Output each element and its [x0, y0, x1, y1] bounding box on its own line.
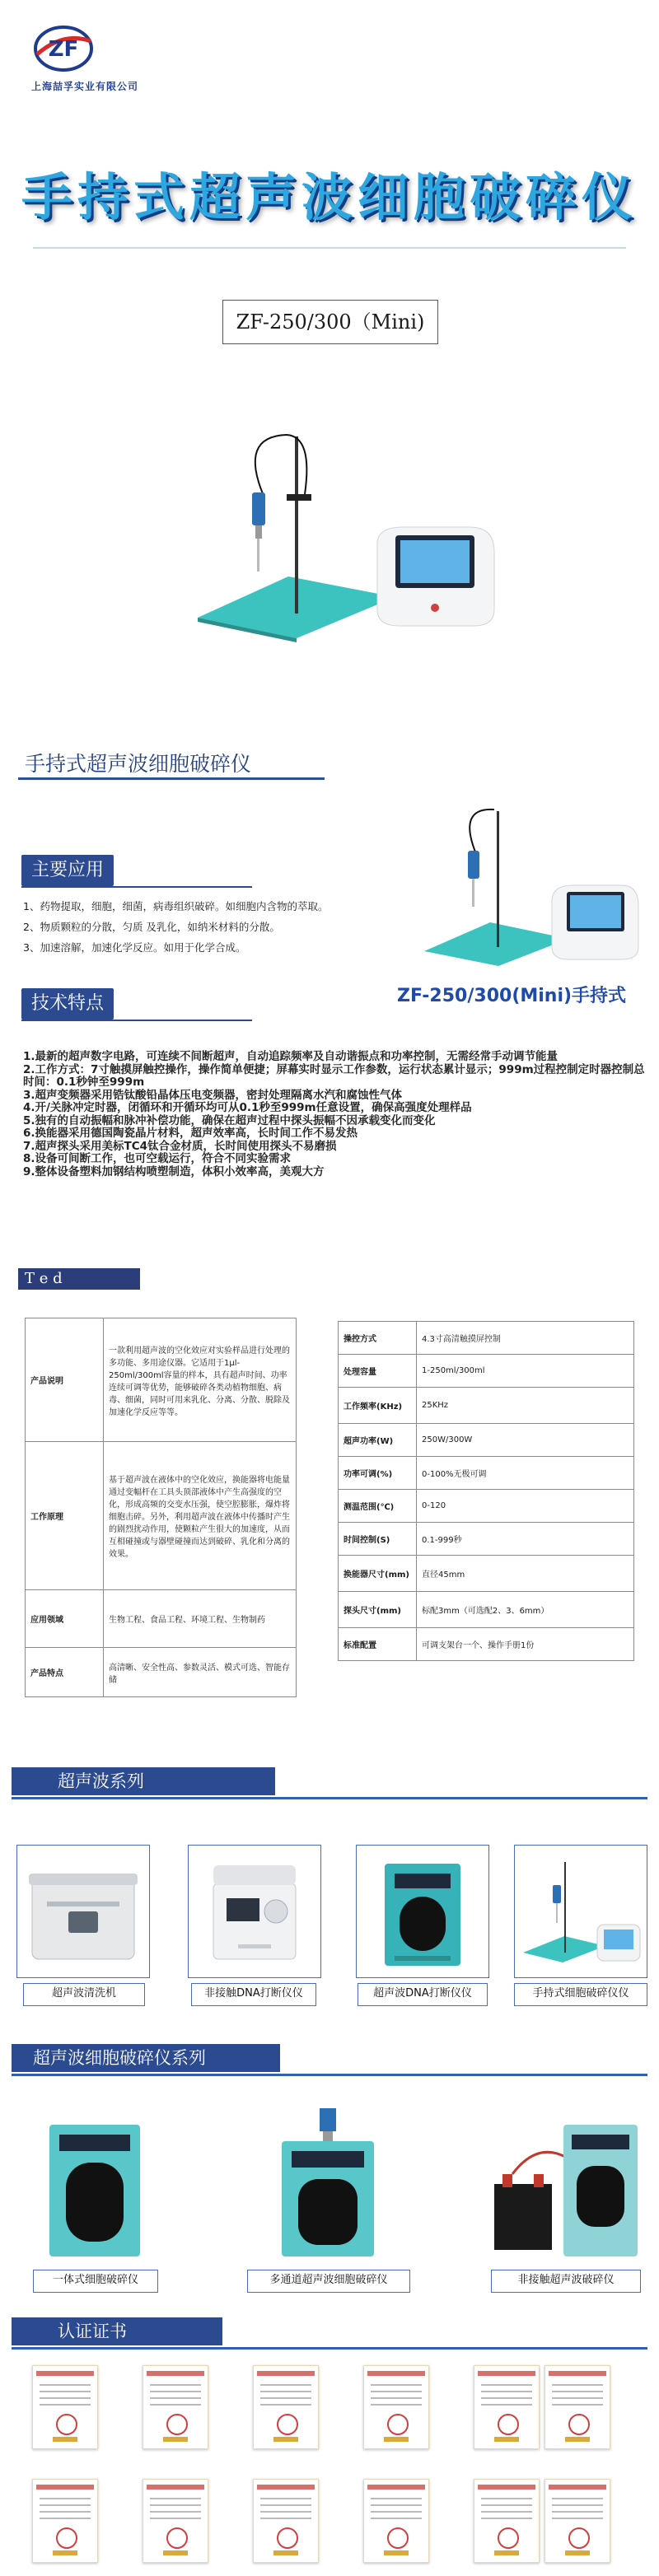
- table-row: [339, 1556, 634, 1592]
- spec-value: 4.3寸高清触摸屏控制: [417, 1322, 634, 1355]
- spec-key: 超声功率(W): [339, 1424, 417, 1457]
- feature-item: 2.工作方式：7寸触摸屏触控操作，操作简单便捷；屏幕实时显示工作参数，运行状态累计显示；999m过程控制定时器控制总时间：0.1秒钟至999m: [23, 1062, 645, 1089]
- product-card: [514, 1845, 647, 1978]
- company-logo: [33, 25, 94, 72]
- feature-item: 6.换能器采用德国陶瓷晶片材料，超声效率高，长时间工作不易发热: [23, 1127, 358, 1140]
- feature-item: 1.最新的超声数字电路，可连续不间断超声，自动追踪频率及自动谐振点和功率控制，无需经常手动调节能量: [23, 1050, 559, 1063]
- spec-key: 标准配置: [339, 1628, 417, 1661]
- product-card: [33, 2116, 157, 2265]
- feature-item: 7.超声探头采用美标TC4钛合金材质，长时间使用探头不易磨损: [23, 1139, 337, 1153]
- series1-rule: [12, 1797, 647, 1799]
- product-subtitle: 手持式超声波细胞破碎仪: [25, 752, 252, 776]
- product-caption: 非接触DNA打断仪仪: [191, 1983, 316, 2006]
- spec-key: 探头尺寸(mm): [339, 1592, 417, 1628]
- application-item: 2、物质颗粒的分散，匀质 及乳化，如纳米材料的分散。: [23, 921, 280, 933]
- table-row: [339, 1628, 634, 1661]
- certificate-image: [544, 2365, 610, 2449]
- page-title: 手持式超声波细胞破碎仪: [21, 167, 638, 227]
- applications-heading: 主要应用: [21, 855, 114, 886]
- table-row: [339, 1523, 634, 1556]
- product-caption: 多通道超声波细胞破碎仪: [247, 2270, 410, 2293]
- multichannel-disruptor-image: [262, 2108, 394, 2265]
- certificate-image: [32, 2479, 98, 2563]
- spec-value: 高清晰、安全性高、参数灵活、模式可选、智能存储: [104, 1648, 297, 1697]
- integrated-disruptor-image: [33, 2116, 157, 2265]
- subtitle-underline: [18, 777, 325, 780]
- spec-key: 操控方式: [339, 1322, 417, 1355]
- company-name: 上海喆孚实业有限公司: [31, 81, 139, 92]
- features-heading: 技术特点: [21, 988, 114, 1020]
- feature-item: 5.独有的自动振幅和脉冲补偿功能，确保在超声过程中探头振幅不因承载变化而变化: [23, 1113, 436, 1127]
- model-label: ZF-250/300（Mini): [222, 300, 438, 344]
- feature-item: 9.整体设备塑料加钢结构喷塑制造，体积小效率高，美观大方: [23, 1164, 325, 1178]
- features-rule: [21, 1020, 252, 1021]
- certificate-image: [253, 2365, 319, 2449]
- spec-value: 一款利用超声波的空化效应对实验样品进行处理的多功能、多用途仪器。它适用于1μl-250ml/300ml容量的样本，具有超声时间、功率连续可调等优势，能够破碎各类动植物细胞、病毒、细菌，同时可用来乳化、分离、分散、脱除及加速化学反应等等。: [104, 1318, 297, 1442]
- product-card: [16, 1845, 150, 1978]
- certificate-image: [143, 2365, 208, 2449]
- series1-heading: 超声波系列: [12, 1767, 275, 1795]
- product-card: [356, 1845, 489, 1978]
- certificate-image: [474, 2479, 540, 2563]
- spec-value: 0.1-999秒: [417, 1523, 634, 1556]
- certificate-image: [32, 2365, 98, 2449]
- table-row: [339, 1355, 634, 1388]
- series2-heading: 超声波细胞破碎仪系列: [12, 2044, 280, 2072]
- spec-key: 工作原理: [26, 1442, 104, 1590]
- features-list: [23, 1051, 649, 1178]
- handheld-disruptor-image: [515, 1846, 647, 1977]
- spec-key: 处理容量: [339, 1355, 417, 1388]
- product-card: [488, 2108, 644, 2265]
- table-row: [26, 1442, 297, 1590]
- spec-table-right: [338, 1321, 634, 1661]
- application-item: 1、药物提取，细胞，细菌，病毒组织破碎。如细胞内含物的萃取。: [23, 900, 329, 912]
- product-caption: 非接触超声波破碎仪: [491, 2270, 641, 2293]
- spec-key: 时间控制(S): [339, 1523, 417, 1556]
- spec-value: 标配3mm（可选配2、3、6mm）: [417, 1592, 634, 1628]
- ultrasonic-cleaner-image: [17, 1846, 149, 1977]
- noncontact-disruptor-image: [488, 2108, 644, 2265]
- table-row: [339, 1424, 634, 1457]
- product-caption: 一体式细胞破碎仪: [33, 2270, 158, 2293]
- feature-item: 3.超声变频器采用锆钛酸铅晶体压电变频器，密封处理隔离水汽和腐蚀性气体: [23, 1088, 403, 1102]
- spec-value: 0-120: [417, 1490, 634, 1523]
- certificate-image: [544, 2479, 610, 2563]
- spec-value: 直径45mm: [417, 1556, 634, 1592]
- spec-key: 测温范围(℃): [339, 1490, 417, 1523]
- spec-key: 功率可调(%): [339, 1457, 417, 1490]
- spec-heading: T e d: [18, 1268, 140, 1290]
- certificate-image: [474, 2365, 540, 2449]
- spec-value: 基于超声波在液体中的空化效应，换能器将电能量通过变幅杆在工具头顶部液体中产生高强度的空化，形成高频的交变水压强，使空腔膨胀，爆炸将细胞击碎。另外，利用超声波在液体中传播时产生的剧烈扰动作用，使颗粒产生很大的加速度，从而互相碰撞或与器壁碰撞而达到破碎、乳化和分离的效果。: [104, 1442, 297, 1590]
- feature-item: 4.开/关脉冲定时器，闭循环和开循环均可从0.1秒至999m任意设置，确保高强度处理样品: [23, 1101, 472, 1114]
- table-row: [26, 1590, 297, 1648]
- certificate-image: [143, 2479, 208, 2563]
- table-row: [339, 1592, 634, 1628]
- product-caption: 超声波DNA打断仪仪: [358, 1983, 488, 2006]
- dna-shearer-image: [189, 1846, 320, 1977]
- spec-key: 换能器尺寸(mm): [339, 1556, 417, 1592]
- table-row: [26, 1318, 297, 1442]
- table-row: [339, 1322, 634, 1355]
- hero-product-image: [189, 420, 502, 642]
- spec-value: 250W/300W: [417, 1424, 634, 1457]
- side-product-image: [420, 803, 643, 968]
- spec-key: 工作频率(KHz): [339, 1388, 417, 1424]
- spec-key: 产品特点: [26, 1648, 104, 1697]
- spec-value: 生物工程、食品工程、环境工程、生物制药: [104, 1590, 297, 1648]
- title-divider: [33, 247, 626, 249]
- svg-text:ZF: ZF: [48, 37, 79, 62]
- product-card: [188, 1845, 321, 1978]
- table-row: [339, 1490, 634, 1523]
- product-caption: 手持式细胞破碎仪仪: [514, 1983, 647, 2006]
- table-row: [26, 1648, 297, 1697]
- product-caption: 超声波清洗机: [23, 1983, 145, 2006]
- spec-table-left: [25, 1318, 297, 1697]
- spec-value: 0-100%无极可调: [417, 1457, 634, 1490]
- spec-value: 1-250ml/300ml: [417, 1355, 634, 1388]
- certificate-image: [253, 2479, 319, 2563]
- application-item: 3、加速溶解，加速化学反应。如用于化学合成。: [23, 941, 246, 954]
- certs-rule: [12, 2347, 647, 2350]
- table-row: [339, 1388, 634, 1424]
- spec-key: 应用领域: [26, 1590, 104, 1648]
- certificate-image: [363, 2365, 429, 2449]
- feature-item: 8.设备可间断工作，也可空载运行，符合不同实验需求: [23, 1152, 292, 1165]
- series2-rule: [12, 2074, 647, 2076]
- ultrasonic-dna-shearer-image: [357, 1846, 488, 1977]
- table-row: [339, 1457, 634, 1490]
- spec-value: 可调支架台一个、操作手册1份: [417, 1628, 634, 1661]
- applications-list: [23, 899, 377, 961]
- product-card: [262, 2108, 394, 2265]
- certs-heading: 认证证书: [12, 2317, 222, 2345]
- model-line: ZF-250/300(Mini)手持式: [397, 986, 627, 1006]
- certificate-image: [363, 2479, 429, 2563]
- spec-key: 产品说明: [26, 1318, 104, 1442]
- applications-rule: [21, 886, 252, 888]
- spec-value: 25KHz: [417, 1388, 634, 1424]
